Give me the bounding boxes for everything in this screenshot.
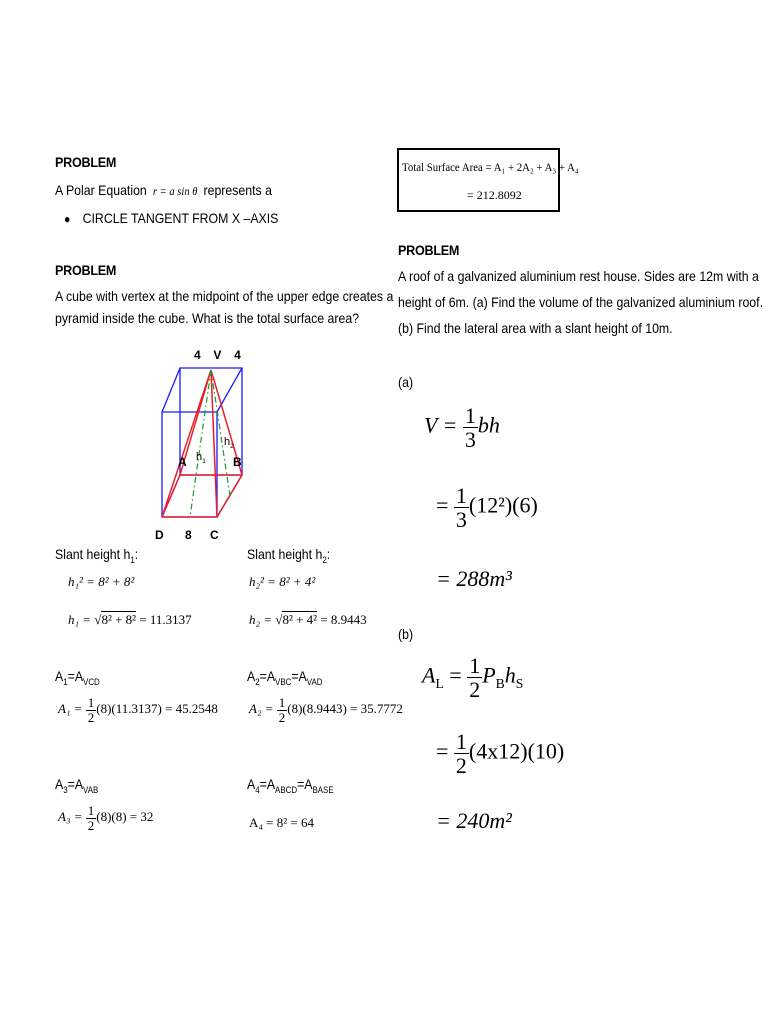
a3-title: $A_3=A_{VAB}$ [55, 776, 99, 795]
slant-height-2-eq-2: h₂ = √8² + 4² = 8.9443 [249, 612, 367, 627]
problem-2-line-2: pyramid inside the cube. What is the total surface area? [55, 310, 360, 326]
a3-equation: A₃ = $\frac{1}{2}$ (8)(8) = 32 [58, 803, 154, 833]
slant-height-1-eq-1: h₁² = 8² + 8² [68, 574, 135, 589]
problem-1-answer: CIRCLE TANGENT FROM X –AXIS [82, 210, 279, 226]
label-c: C [210, 528, 219, 542]
problem-1-intro: A Polar Equation [55, 182, 147, 198]
a4-title: $A_4=A_{ABCD}=A_{BASE}$ [247, 776, 334, 795]
total-surface-area-box [397, 148, 579, 212]
a2-title: $A_2=A_{VBC}=A_{VAD}$ [247, 668, 323, 687]
problem-3-line-3: (b) Find the lateral area with a slant height of 10m. [398, 320, 673, 336]
problem-3-heading: PROBLEM [398, 242, 460, 258]
total-surface-area-formula: Total Surface Area = A₁ + 2A₂ + A₃ + A₄ [402, 160, 579, 174]
slant-height-2-title: Slant height $h_2$: [247, 546, 331, 565]
label-4-right: 4 [234, 348, 241, 362]
volume-formula: V = $\frac{1}{3}$ bh [424, 403, 500, 453]
volume-substitution: = $\frac{1}{3}$ (12²)(6) [436, 483, 538, 533]
problem-1-statement [55, 180, 272, 201]
part-a-label: (a) [398, 374, 414, 390]
label-h2: $h_2$ [224, 436, 234, 451]
polar-equation: r = a sin θ [152, 184, 198, 198]
a4-equation: A₄ = 8² = 64 [249, 815, 314, 830]
cube-pyramid-diagram [150, 340, 270, 548]
label-h1: $h_1$ [196, 451, 206, 466]
problem-2-line-1: A cube with vertex at the midpoint of the upper edge creates a [55, 288, 394, 304]
diagram-top-labels [194, 348, 241, 362]
bullet-icon: ● [64, 212, 71, 226]
total-surface-area-value: = 212.8092 [467, 188, 522, 202]
label-d: D [155, 528, 164, 542]
label-8: 8 [185, 528, 192, 542]
label-v: V [213, 348, 222, 362]
lateral-area-substitution: = $\frac{1}{2}$ (4x12)(10) [436, 729, 565, 779]
a1-title: $A_1=A_{VCD}$ [55, 668, 100, 687]
slant-height-1-eq-2: h₁ = √8² + 8² = 11.3137 [68, 612, 192, 627]
problem-2-heading: PROBLEM [55, 262, 117, 278]
slant-height-2-eq-1: h₂² = 8² + 4² [249, 574, 316, 589]
part-b-label: (b) [398, 626, 414, 642]
slant-height-1-title: Slant height $h_1$: [55, 546, 139, 565]
problem-3-line-2: height of 6m. (a) Find the volume of the galvanized aluminium roof. [398, 294, 764, 310]
problem-1-heading: PROBLEM [55, 154, 117, 170]
problem-3-line-1: A roof of a galvanized aluminium rest house. Sides are 12m with a [398, 268, 759, 284]
a1-equation: A₁ = $\frac{1}{2}$ (8)(11.3137) = 45.2548 [58, 695, 218, 725]
lateral-area-result: = 240m² [436, 808, 512, 833]
label-4-left: 4 [194, 348, 201, 362]
a2-equation: A₂ = $\frac{1}{2}$ (8)(8.9443) = 35.7772 [249, 695, 403, 725]
lateral-area-formula: $A_L$ = $\frac{1}{2}$ $P_Bh_S$ [422, 653, 524, 703]
problem-1-suffix: represents a [203, 182, 272, 198]
volume-result: = 288m³ [436, 566, 512, 591]
problem-1-bullet [64, 208, 278, 229]
label-a: A [178, 455, 187, 469]
label-b: B [233, 455, 242, 469]
